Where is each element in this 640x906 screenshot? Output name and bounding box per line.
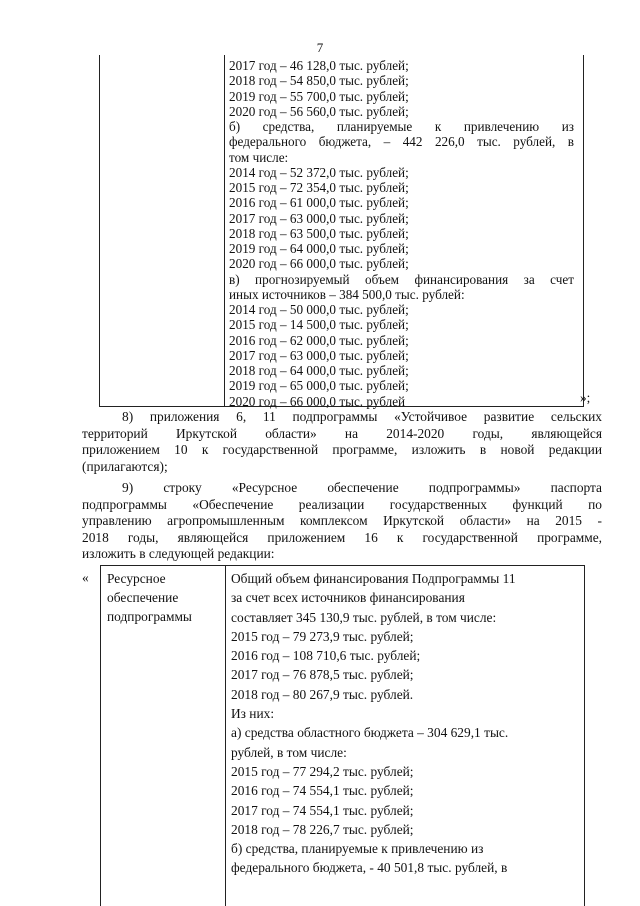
funding-details-cell: [231, 569, 576, 878]
paragraph-line: изложить в следующей редакции:: [82, 546, 275, 561]
funding-line: иных источников – 384 500,0 тыс. рублей:: [229, 286, 465, 302]
funding-line: 2016 год – 74 554,1 тыс. рублей;: [231, 783, 414, 799]
paragraph-8: [82, 409, 602, 475]
funding-line: 2018 год – 64 000,0 тыс. рублей;: [229, 363, 409, 378]
paragraph-line: подпрограммы «Обеспечение реализации государственных функций по: [82, 496, 602, 512]
funding-line: 2018 год – 80 267,9 тыс. рублей.: [231, 686, 414, 702]
funding-line: 2017 год – 63 000,0 тыс. рублей;: [229, 347, 409, 363]
paragraph-line: 9) строку «Ресурсное обеспечение подпрограммы» паспорта: [122, 480, 602, 495]
page-number: 7: [316, 40, 324, 55]
funding-line: Общий объем финансирования Подпрограммы 11: [231, 571, 516, 586]
funding-line: 2016 год – 61 000,0 тыс. рублей;: [229, 195, 409, 211]
resource-table-continuation: [99, 55, 584, 407]
closing-quote: »;: [580, 390, 591, 405]
funding-line: 2015 год – 77 294,2 тыс. рублей;: [231, 763, 414, 779]
funding-line: 2016 год – 108 710,6 тыс. рублей;: [231, 648, 421, 664]
paragraph-line: приложением 10 к государственной программе, изложить в новой редакции: [82, 442, 602, 457]
funding-line: 2020 год – 66 000,0 тыс. рублей;: [229, 256, 409, 272]
funding-line: 2014 год – 52 372,0 тыс. рублей;: [229, 164, 409, 180]
paragraph-line: управлению агропромышленным комплексом Иркутской области» на 2015 -: [82, 513, 602, 528]
funding-line: 2020 год – 66 000,0 тыс. рублей: [229, 393, 406, 409]
row-label-cell: [107, 569, 222, 626]
funding-line: 2018 год – 78 226,7 тыс. рублей;: [231, 821, 414, 837]
funding-line: 2018 год – 63 500,0 тыс. рублей;: [229, 225, 409, 241]
funding-details-cell: [229, 58, 574, 409]
funding-line: 2015 год – 72 354,0 тыс. рублей;: [229, 180, 409, 195]
funding-line: а) средства областного бюджета – 304 629,1 тыс.: [231, 725, 509, 741]
funding-line: Из них:: [231, 706, 275, 722]
column-divider: [224, 55, 225, 406]
funding-line: составляет 345 130,9 тыс. рублей, в том числе:: [231, 609, 497, 625]
funding-line: 2020 год – 56 560,0 тыс. рублей;: [229, 103, 409, 119]
funding-line: федерального бюджета, - 40 501,8 тыс. рублей, в: [231, 860, 508, 876]
funding-line: 2019 год – 65 000,0 тыс. рублей;: [229, 378, 409, 394]
funding-line: 2017 год – 63 000,0 тыс. рублей;: [229, 210, 409, 226]
funding-line: 2017 год – 76 878,5 тыс. рублей;: [231, 667, 414, 683]
funding-line: 2018 год – 54 850,0 тыс. рублей;: [229, 73, 409, 89]
funding-line: 2016 год – 62 000,0 тыс. рублей;: [229, 332, 409, 348]
funding-line: 2019 год – 64 000,0 тыс. рублей;: [229, 241, 409, 256]
funding-line: б) средства, планируемые к привлечению из: [229, 119, 574, 134]
paragraph-line: территорий Иркутской области» на 2014-2020 годы, являющейся: [82, 425, 602, 441]
paragraph-line: 8) приложения 6, 11 подпрограммы «Устойчивое развитие сельских: [122, 409, 602, 424]
funding-line: за счет всех источников финансирования: [231, 590, 465, 606]
funding-line: 2015 год – 14 500,0 тыс. рублей;: [229, 317, 409, 333]
row-label-line: Ресурсное: [107, 571, 166, 586]
column-divider: [225, 566, 226, 906]
funding-line: в) прогнозируемый объем финансирования за счет: [229, 271, 574, 287]
paragraph-line: 2018 годы, являющейся приложением 16 к государственной программе,: [82, 529, 602, 545]
row-label-line: обеспечение: [107, 590, 179, 605]
funding-line: 2015 год – 79 273,9 тыс. рублей;: [231, 628, 414, 644]
row-label-line: подпрограммы: [107, 609, 192, 624]
opening-quote: «: [82, 570, 89, 585]
funding-line: 2017 год – 74 554,1 тыс. рублей;: [231, 802, 414, 818]
funding-line: том числе:: [229, 149, 289, 165]
paragraph-9: [82, 480, 602, 563]
funding-line: 2019 год – 55 700,0 тыс. рублей;: [229, 88, 409, 104]
funding-line: 2014 год – 50 000,0 тыс. рублей;: [229, 302, 409, 317]
funding-line: рублей, в том числе:: [231, 744, 347, 760]
funding-line: федерального бюджета, – 442 226,0 тыс. рублей, в: [229, 134, 574, 150]
funding-line: б) средства, планируемые к привлечению из: [231, 841, 484, 857]
paragraph-line: (прилагаются);: [82, 458, 168, 474]
resource-provision-table: [100, 565, 585, 906]
funding-line: 2017 год – 46 128,0 тыс. рублей;: [229, 58, 409, 73]
